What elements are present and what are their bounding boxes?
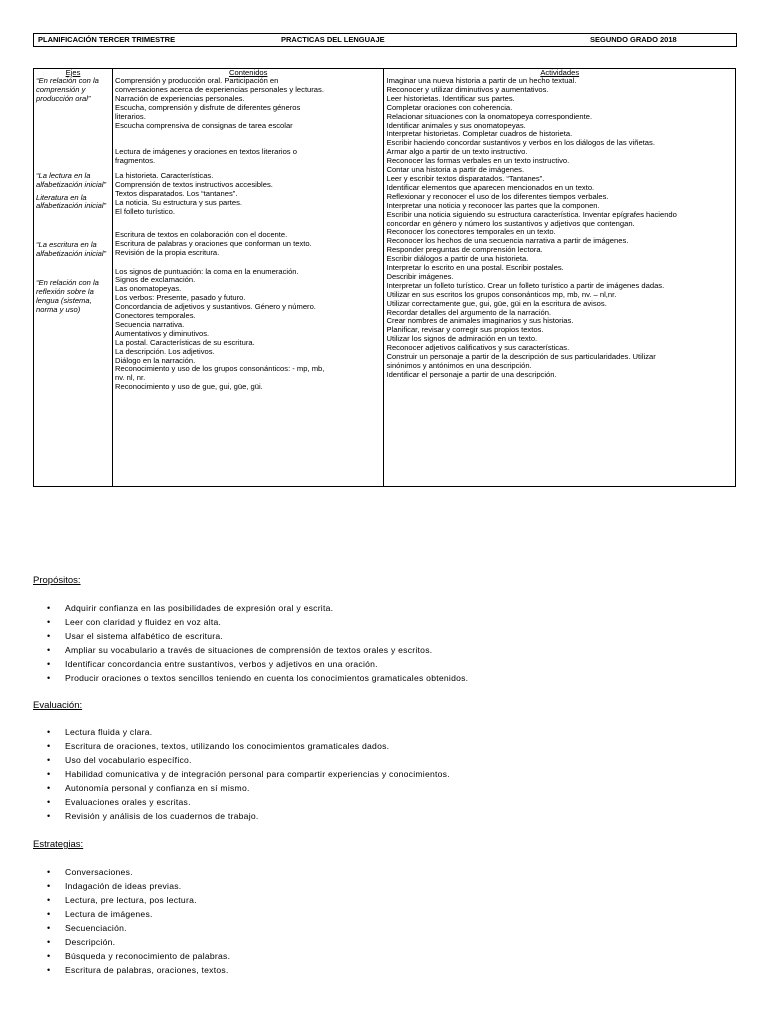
- estrategia-item: • Búsqueda y reconocimiento de palabras.: [33, 949, 230, 963]
- contenido-line: Lectura de imágenes y oraciones en textos literarios o: [115, 147, 297, 157]
- actividad-line: Interpretar lo escrito en una postal. Escribir postales.: [386, 263, 564, 273]
- proposito-item: • Ampliar su vocabulario a través de situaciones de comprensión de textos orales y escritos.: [33, 643, 468, 657]
- contenido-line: Secuencia narrativa.: [115, 319, 185, 329]
- evaluacion-item: • Revisión y análisis de los cuadernos de trabajo.: [33, 809, 450, 823]
- evaluacion-list: [33, 725, 450, 823]
- evaluacion-title: Evaluación:: [33, 700, 83, 711]
- contenido-line: Aumentativos y diminutivos.: [115, 328, 210, 338]
- actividad-line: Crear nombres de animales imaginarios y sus historias.: [386, 316, 574, 326]
- actividad-line: Planificar, revisar y corregir sus propios textos.: [386, 325, 544, 335]
- contenido-line: Reconocimiento y uso de los grupos consonánticos: - mp, mb,: [115, 364, 325, 374]
- actividad-line: sinónimos y antónimos en una descripción.: [386, 361, 532, 370]
- estrategia-item: • Indagación de ideas previas.: [33, 879, 230, 893]
- eje-comprension-oral: “En relación con la comprensión y producción oral”: [36, 76, 99, 103]
- actividad-line: Recordar detalles del argumento de la narración.: [386, 307, 552, 317]
- evaluacion-item: • Habilidad comunicativa y de integración personal para compartir experiencias y conocimientos.: [33, 767, 450, 781]
- contenido-line: nv. nl, nr.: [115, 373, 146, 383]
- evaluacion-item: • Evaluaciones orales y escritas.: [33, 795, 450, 809]
- planning-table: [33, 68, 736, 487]
- actividad-line: Leer y escribir textos disparatados. “Tantanes”.: [386, 173, 545, 183]
- actividad-line: Escribir una noticia siguiendo su estructura característica. Inventar epígrafes haciendo: [386, 209, 677, 219]
- contenido-line: La postal. Características de su escritura.: [115, 337, 255, 347]
- contenido-line: fragmentos.: [115, 156, 156, 166]
- contenido-line: Diálogo en la narración.: [115, 355, 196, 365]
- eje-escritura: “La escritura en la alfabetización inicial”: [36, 240, 107, 259]
- evaluacion-item: • Autonomía personal y confianza en sí mismo.: [33, 781, 450, 795]
- contenido-line: Concordancia de adjetivos y sustantivos. Género y número.: [115, 302, 316, 312]
- actividad-line: Interpretar historietas. Completar cuadros de historieta.: [386, 129, 573, 139]
- contenido-line: Narración de experiencias personales.: [115, 93, 245, 103]
- estrategia-item: • Escritura de palabras, oraciones, textos.: [33, 963, 230, 977]
- eje-literatura: Literatura en la alfabetización inicial”: [36, 192, 107, 211]
- evaluacion-item: • Escritura de oraciones, textos, utilizando los conocimientos gramaticales dados.: [33, 739, 450, 753]
- header-bar: [33, 33, 737, 47]
- actividad-line: Escribir diálogos a partir de una historieta.: [386, 254, 529, 264]
- actividad-line: Leer historietas. Identificar sus partes.: [386, 93, 515, 103]
- evaluacion-item: • Lectura fluida y clara.: [33, 725, 450, 739]
- actividad-line: Reconocer y utilizar diminutivos y aumentativos.: [386, 84, 549, 94]
- contenido-line: Reconocimiento y uso de gue, gui, güe, güi.: [115, 382, 263, 392]
- actividad-line: Utilizar los signos de admiración en un texto.: [386, 334, 538, 344]
- contenido-line: Textos disparatados. Los “tantanes”.: [115, 189, 238, 199]
- contenido-line: La noticia. Su estructura y sus partes.: [115, 197, 243, 207]
- actividad-line: Responder preguntas de comprensión lectora.: [386, 245, 543, 255]
- contenido-line: Los verbos: Presente, pasado y futuro.: [115, 293, 246, 303]
- estrategias-title: Estrategias:: [33, 839, 84, 850]
- actividad-line: Interpretar una noticia y reconocer las partes que la componen.: [386, 200, 600, 210]
- eje-lectura: “La lectura en la alfabetización inicial”: [36, 170, 107, 189]
- proposito-item: • Producir oraciones o textos sencillos teniendo en cuenta los conocimientos gramaticales obtenidos.: [33, 671, 468, 685]
- actividad-line: Imaginar una nueva historia a partir de un hecho textual.: [386, 76, 577, 85]
- contenidos-cell: [113, 77, 384, 487]
- actividad-line: Completar oraciones con coherencia.: [386, 102, 513, 112]
- actividad-line: Relacionar situaciones con la onomatopeya correspondiente.: [386, 111, 593, 121]
- contenido-line: Escucha comprensiva de consignas de tarea escolar: [115, 120, 293, 130]
- actividad-line: Construir un personaje a partir de la descripción de sus particularidades. Utilizar: [386, 352, 656, 362]
- contenido-line: La descripción. Los adjetivos.: [115, 346, 215, 356]
- contenido-line: Escucha, comprensión y disfrute de diferentes géneros: [115, 102, 301, 112]
- contenido-line: Conectores temporales.: [115, 311, 196, 321]
- proposito-item: • Identificar concordancia entre sustantivos, verbos y adjetivos en una oración.: [33, 657, 468, 671]
- contenido-line: El folleto turístico.: [115, 206, 175, 216]
- estrategia-item: • Secuenciación.: [33, 921, 230, 935]
- actividad-line: Contar una historia a partir de imágenes.: [386, 165, 525, 175]
- actividades-cell: [384, 77, 736, 487]
- column-header-actividades: Actividades: [384, 69, 736, 78]
- table-body-row: [34, 77, 736, 487]
- header-title: PLANIFICACIÓN TERCER TRIMESTRE: [38, 35, 176, 44]
- contenido-line: Signos de exclamación.: [115, 275, 196, 285]
- proposito-item: • Usar el sistema alfabético de escritura.: [33, 629, 468, 643]
- contenido-line: Las onomatopeyas.: [115, 284, 182, 294]
- propositos-list: [33, 601, 468, 685]
- estrategia-item: • Descripción.: [33, 935, 230, 949]
- actividad-line: Escribir haciendo concordar sustantivos y verbos en los diálogos de las viñetas.: [386, 138, 655, 148]
- contenido-line: Revisión de la propia escritura.: [115, 247, 220, 257]
- contenido-line: Comprensión de textos instructivos accesibles.: [115, 180, 273, 190]
- actividad-line: Identificar el personaje a partir de una descripción.: [386, 369, 557, 379]
- contenido-line: literarios.: [115, 111, 146, 121]
- eje-reflexion-lengua: “En relación con la reflexión sobre la lengua (sistema, norma y uso): [36, 278, 99, 314]
- actividad-line: Interpretar un folleto turístico. Crear un folleto turístico a partir de imágenes dadas.: [386, 280, 665, 290]
- actividad-line: Reconocer las formas verbales en un texto instructivo.: [386, 156, 570, 166]
- actividad-line: Utilizar en sus escritos los grupos consonánticos mp, mb, nv. – nl,nr.: [386, 289, 617, 299]
- estrategias-list: [33, 865, 230, 977]
- actividad-line: Armar algo a partir de un texto instructivo.: [386, 147, 528, 157]
- contenido-line: Comprensión y producción oral. Participación en: [115, 76, 279, 85]
- estrategia-item: • Conversaciones.: [33, 865, 230, 879]
- column-header-contenidos: Contenidos: [113, 69, 384, 78]
- actividad-line: Identificar elementos que aparecen mencionados en un texto.: [386, 182, 595, 192]
- actividad-line: Reconocer los conectores temporales en un texto.: [386, 227, 556, 237]
- estrategia-item: • Lectura, pre lectura, pos lectura.: [33, 893, 230, 907]
- actividad-line: Reflexionar y reconocer el uso de los diferentes tiempos verbales.: [386, 191, 609, 201]
- actividad-line: Identificar animales y sus onomatopeyas.: [386, 120, 526, 130]
- contenido-line: Los signos de puntuación: la coma en la enumeración.: [115, 266, 299, 276]
- header-subject: PRACTICAS DEL LENGUAJE: [281, 35, 385, 44]
- estrategia-item: • Lectura de imágenes.: [33, 907, 230, 921]
- contenido-line: conversaciones acerca de experiencias personales y lecturas.: [115, 84, 324, 94]
- actividad-line: concordar en género y número los sustantivos y adjetivos que contengan.: [386, 218, 635, 228]
- propositos-title: Propósitos:: [33, 575, 81, 586]
- actividad-line: Reconocer los hechos de una secuencia narrativa a partir de imágenes.: [386, 236, 629, 246]
- actividad-line: Utilizar correctamente gue, gui, güe, güi en la escritura de avisos.: [386, 298, 607, 308]
- column-header-ejes: Ejes: [34, 69, 113, 78]
- contenido-line: La historieta. Características.: [115, 171, 214, 181]
- evaluacion-item: • Uso del vocabulario específico.: [33, 753, 450, 767]
- contenido-line: Escritura de palabras y oraciones que conforman un texto.: [115, 238, 312, 248]
- ejes-cell: [34, 77, 113, 487]
- actividad-line: Describir imágenes.: [386, 271, 454, 281]
- proposito-item: • Leer con claridad y fluidez en voz alta.: [33, 615, 468, 629]
- contenido-line: Escritura de textos en colaboración con el docente.: [115, 229, 288, 239]
- proposito-item: • Adquirir confianza en las posibilidades de expresión oral y escrita.: [33, 601, 468, 615]
- header-grade: SEGUNDO GRADO 2018: [590, 35, 677, 44]
- actividad-line: Reconocer adjetivos calificativos y sus características.: [386, 343, 570, 353]
